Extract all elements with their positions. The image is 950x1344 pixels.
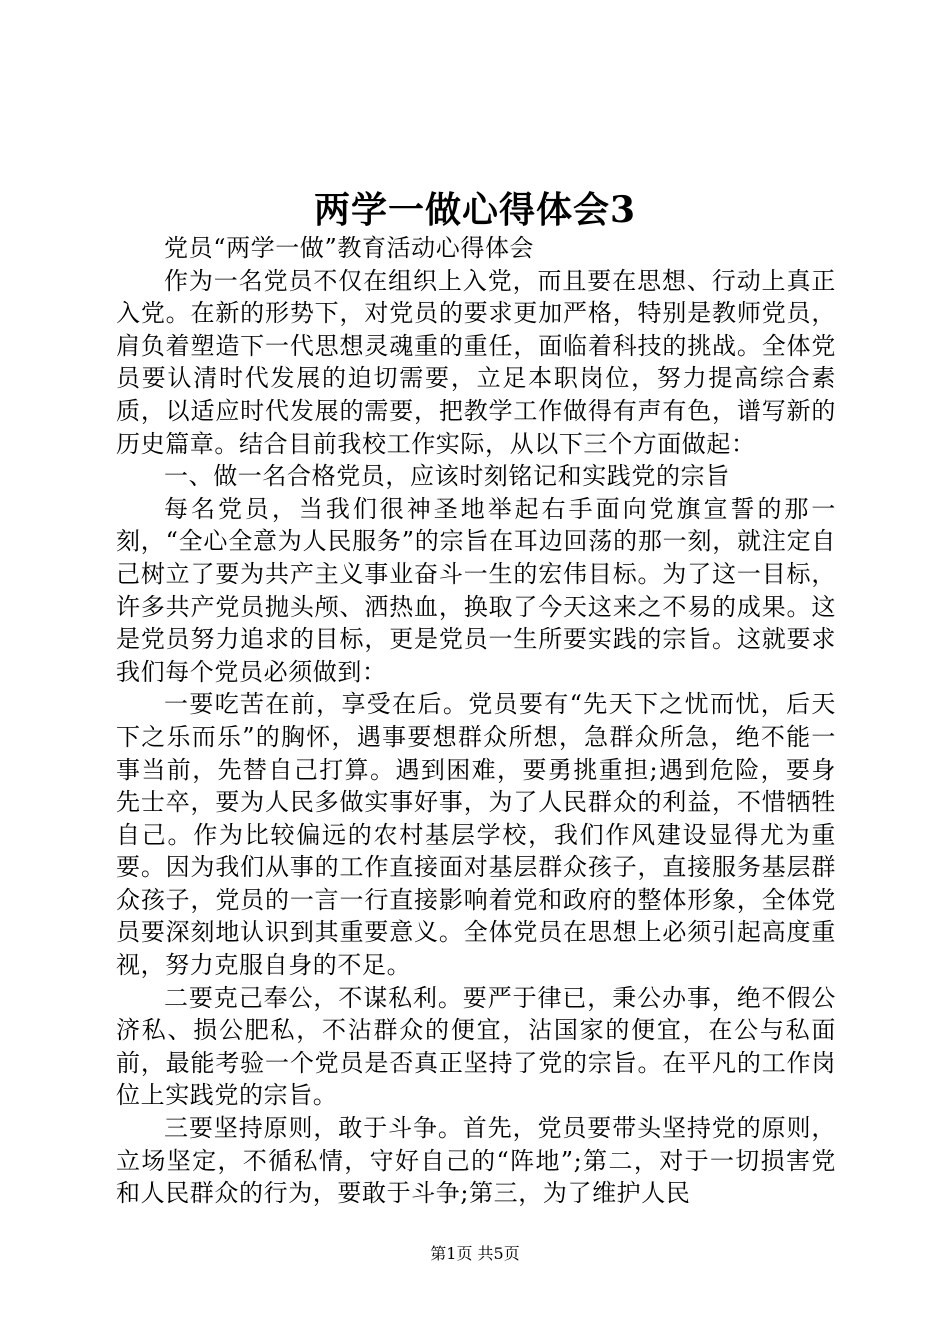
page-footer: 第1页 共5页 [430, 1244, 520, 1263]
paragraph: 二要克己奉公，不谋私利。要严于律已，秉公办事，绝不假公济私、损公肥私，不沾群众的便宜，沾国家的便宜，在公与私面前，最能考验一个党员是否真正坚持了党的宗旨。在平凡的工作岗位上实践党的宗旨。 [116, 983, 836, 1110]
document-body [116, 232, 836, 1210]
paragraph-subtitle: 党员“两学一做”教育活动心得体会 [164, 234, 535, 262]
paragraph: 每名党员，当我们很神圣地举起右手面向党旗宣誓的那一刻，“全心全意为人民服务”的宗旨在耳边回荡的那一刻，就注定自己树立了要为共产主义事业奋斗一生的宏伟目标。为了这一目标，许多共产党员抛头颅、洒热血，换取了今天这来之不易的成果。这是党员努力追求的目标，更是党员一生所要实践的宗旨。这就要求我们每个党员必须做到： [116, 494, 836, 686]
paragraph: 一要吃苦在前，享受在后。党员要有“先天下之忧而忧，后天下之乐而乐”的胸怀，遇事要想群众所想，急群众所急，绝不能一事当前，先替自己打算。遇到困难，要勇挑重担;遇到危险，要身先士卒，要为人民多做实事好事，为了人民群众的利益，不惜牺牲自己。作为比较偏远的农村基层学校，我们作风建设显得尤为重要。因为我们从事的工作直接面对基层群众孩子，直接服务基层群众孩子，党员的一言一行直接影响着党和政府的整体形象，全体党员要深刻地认识到其重要意义。全体党员在思想上必须引起高度重视，努力克服自身的不足。 [116, 690, 836, 980]
paragraph-section-heading: 一、做一名合格党员，应该时刻铭记和实践党的宗旨 [164, 462, 730, 491]
document-title: 两学一做心得体会3 [313, 189, 637, 231]
paragraph: 三要坚持原则，敢于斗争。首先，党员要带头坚持党的原则，立场坚定，不循私情，守好自己的“阵地”;第二，对于一切损害党和人民群众的行为，要敢于斗争;第三，为了维护人民 [116, 1114, 836, 1208]
paragraph-intro: 作为一名党员不仅在组织上入党，而且要在思想、行动上真正入党。在新的形势下，对党员的要求更加严格，特别是教师党员，肩负着塑造下一代思想灵魂重的重任，面临着科技的挑战。全体党员要认清时代发展的迫切需要，立足本职岗位，努力提高综合素质，以适应时代发展的需要，把教学工作做得有声有色，谱写新的历史篇章。结合目前我校工作实际，从以下三个方面做起： [116, 266, 836, 458]
